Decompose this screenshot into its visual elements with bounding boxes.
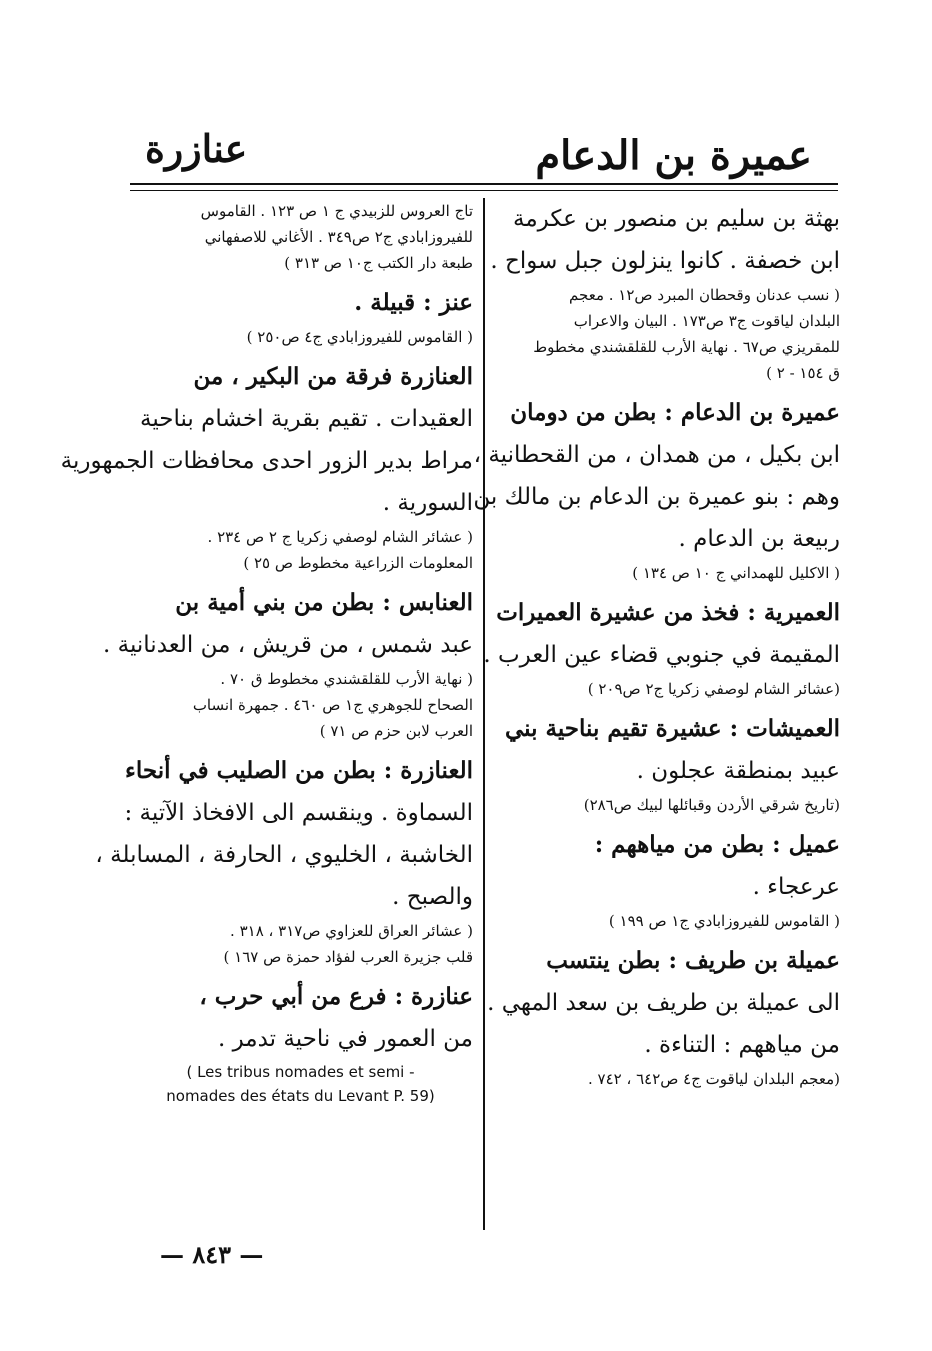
- entry-heading-line: العميرية : فخذ من عشيرة العميرات: [496, 599, 840, 626]
- text-line: عبد شمس ، من قريش ، من العدنانية .: [103, 632, 473, 658]
- text-line: والصبح .: [392, 884, 473, 910]
- text-line: المقيمة في جنوبي قضاء عين العرب .: [483, 642, 840, 668]
- citation-line: ( عشائر العراق للعزاوي ص٣١٧ ، ٣١٨ .: [230, 922, 473, 940]
- entry-heading-line: عميل : بطن من مياههم :: [594, 831, 840, 858]
- text-line: عرعجاء .: [752, 874, 840, 900]
- citation-line: ( القاموس للفيروزابادي ج١ ص ١٩٩ ): [608, 912, 840, 930]
- citation-line: طبعة دار الكتب ج١٠ ص ٣١٣ ): [284, 254, 473, 272]
- entry-heading-line: عنازرة : فرع من أبي حرب ،: [199, 983, 473, 1010]
- text-line: مراط بدير الزور احدى محافظات الجمهورية: [60, 448, 473, 474]
- citation-line: تاج العروس للزبيدي ج ١ ص ١٢٣ . القاموس: [200, 202, 473, 220]
- entry-heading-line: العنازرة فرقة من البكير ، من: [193, 363, 473, 390]
- citation-line: المعلومات الزراعية مخطوط ص ٢٥ ): [243, 554, 473, 572]
- citation-line: (تاريخ شرقي الأردن وقبائلها لبيك ص٢٨٦): [583, 796, 840, 814]
- header-rule-thin: [130, 190, 838, 191]
- text-line: ربيعة بن الدعام .: [678, 526, 840, 552]
- text-line: وهم : بنو عميرة بن الدعام بن مالك بن: [473, 484, 840, 510]
- citation-line: قلب جزيرة العرب لفؤاد حمزة ص ١٦٧ ): [223, 948, 473, 966]
- citation-line: ( نسب عدنان وقحطان المبرد ص١٢ . معجم: [569, 286, 840, 304]
- text-line: السورية .: [382, 490, 473, 516]
- text-line: السماوة . وينقسم الى الافخاذ الآتية :: [124, 800, 473, 826]
- citation-line: ( القاموس للفيروزابادي ج٤ ص٢٥٠ ): [246, 328, 473, 346]
- header-rule: [130, 183, 838, 185]
- citation-line: للمقريزي ص٦٧ . نهاية الأرب للقلقشندي مخطوط: [533, 338, 840, 356]
- citation-line: البلدان لياقوت ج٣ ص١٧٣ . البيان والاعراب: [573, 312, 840, 330]
- entry-heading-line: عنز : قبيلة .: [354, 289, 473, 316]
- page-number: — ٨٤٣ —: [160, 1240, 264, 1269]
- citation-line: (معجم البلدان لياقوت ج٤ ص٦٤٢ ، ٧٤٢ .: [587, 1070, 840, 1088]
- citation-line: ( عشائر الشام لوصفي زكريا ج ٢ ص ٢٣٤ .: [207, 528, 473, 546]
- entry-heading-line: العنابس : بطن من بني أمية بن: [175, 589, 473, 616]
- text-line: عبيد بمنطقة عجلون .: [636, 758, 840, 784]
- citation-line: ( الاكليل للهمداني ج ١٠ ص ١٣٤ ): [632, 564, 840, 582]
- citation-line: الصحاح للجوهري ج١ ص ٤٦٠ . جمهرة انساب: [192, 696, 473, 714]
- right-column: [473, 198, 840, 1092]
- text-line: ابن خصفة . كانوا ينزلون جبل سواح .: [490, 248, 840, 274]
- text-line: من العمور في ناحية تدمر .: [217, 1026, 473, 1052]
- column-divider: [483, 198, 485, 1230]
- text-line: الى عميلة بن طريف بن سعد المهي .: [487, 990, 840, 1016]
- latin-citation-line: nomades des états du Levant P. 59): [166, 1087, 435, 1105]
- citation-line: ( نهاية الأرب للقلقشندي مخطوط ق ٧٠ .: [220, 670, 473, 688]
- running-head-right: عميرة بن الدعام: [535, 132, 812, 179]
- entry-heading-line: العنازرة : بطن من الصليب في أنحاء: [125, 757, 473, 784]
- citation-line: ق ١٥٤ - ٢ ): [766, 364, 840, 382]
- entry-heading-line: العميشات : عشيرة تقيم بناحية بني: [505, 715, 840, 742]
- text-line: ابن بكيل ، من همدان ، من القحطانية ،: [473, 442, 840, 468]
- citation-line: العرب لابن حزم ص ٧١ ): [319, 722, 473, 740]
- text-line: العقيدات . تقيم بقرية اخشام بناحية: [139, 406, 473, 432]
- entry-heading-line: عميرة بن الدعام : بطن من دومان: [510, 399, 840, 426]
- citation-line: للفيروزابادي ج٢ ص٣٤٩ . الأغاني للاصفهاني: [204, 228, 473, 246]
- text-line: بهثة بن سليم بن منصور بن عكرمة: [513, 206, 840, 232]
- left-column: [60, 198, 473, 1108]
- text-line: من مياههم : التناءة .: [644, 1032, 840, 1058]
- entry-heading-line: عميلة بن طريف : بطن ينتسب: [546, 947, 840, 974]
- running-head-left: عنازرة: [145, 126, 248, 171]
- latin-citation-line: ( Les tribus nomades et semi -: [186, 1063, 415, 1081]
- text-line: الخاشبة ، الخليوي ، الحارفة ، المسابلة ،: [95, 842, 473, 868]
- citation-line: (عشائر الشام لوصفي زكريا ج٢ ص٢٠٩ ): [587, 680, 840, 698]
